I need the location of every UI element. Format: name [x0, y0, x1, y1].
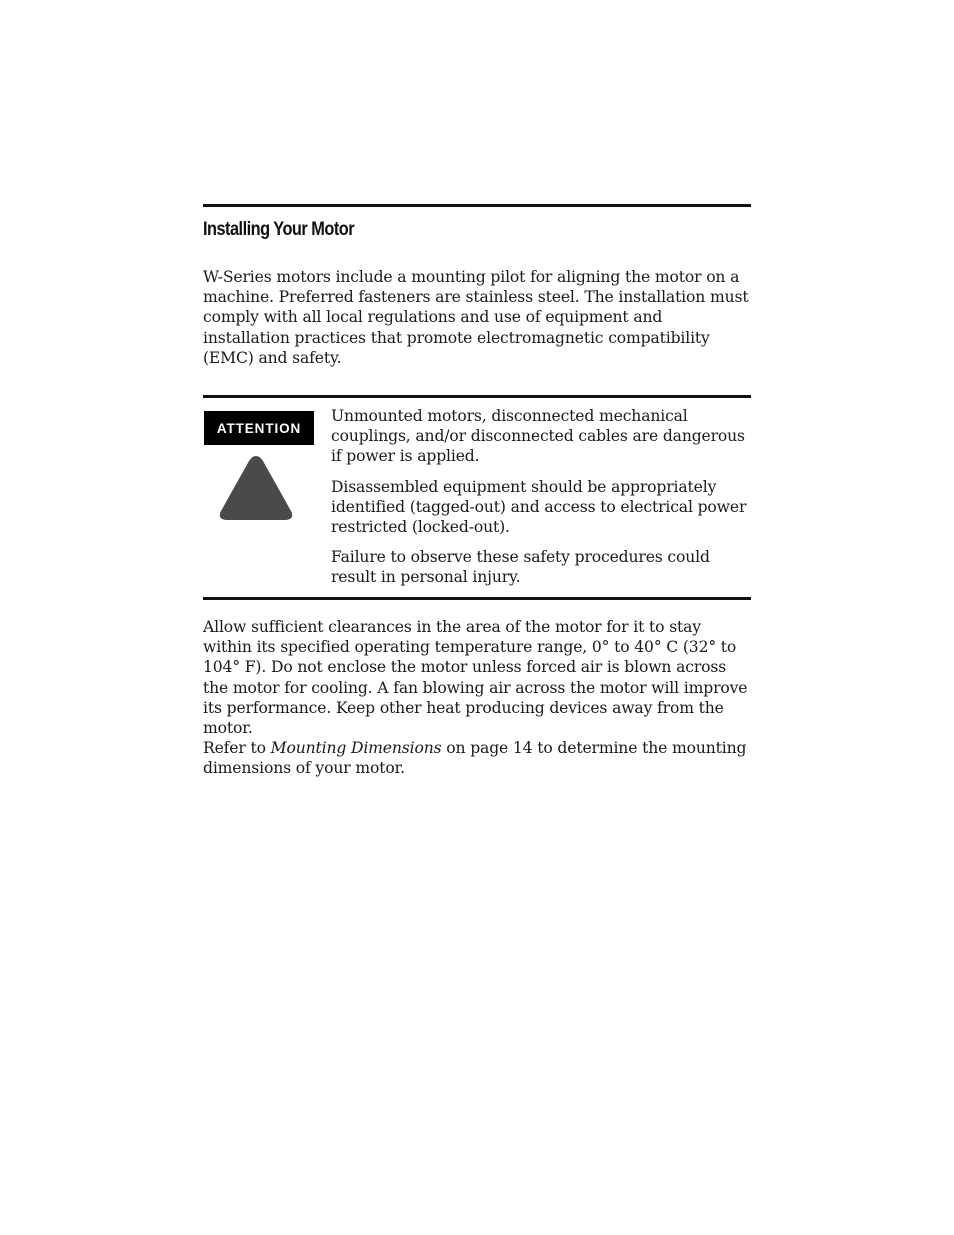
refer-prefix: Refer to: [203, 739, 271, 757]
attention-paragraph: Failure to observe these safety procedures could result in personal injury.: [331, 548, 710, 587]
clearance-paragraph: Allow sufficient clearances in the area of the motor for it to stay within its specified operating temperature range, 0° to 40° C (32° to 104° F). Do not enclose the motor unless forced air is blown across the motor for cooling. A fan blowing air across the motor will improve its performance. Keep other heat producing devices away from the motor.: [203, 618, 748, 738]
section-rule: [203, 204, 751, 207]
intro-paragraph: W-Series motors include a mounting pilot for aligning the motor on a machine. Preferred fasteners are stainless steel. The installation must comply with all local regulations and use of equipment and installation practices that promote electromagnetic compatibility (EMC) and safety.: [203, 268, 749, 367]
warning-triangle-icon: [217, 453, 295, 525]
mounting-dimensions-reference: Mounting Dimensions: [270, 739, 442, 757]
attention-paragraph: Unmounted motors, disconnected mechanical couplings, and/or disconnected cables are dangerous if power is applied.: [331, 407, 745, 466]
refer-suffix: on page 14 to determine the mounting dimensions of your motor.: [203, 739, 747, 778]
section-title: Installing Your Motor: [203, 219, 355, 240]
attention-text: [331, 406, 751, 598]
refer-paragraph: [203, 738, 751, 778]
attention-paragraph: Disassembled equipment should be appropriately identified (tagged-out) and access to electrical power restricted (locked-out).: [331, 477, 747, 537]
attention-box: [203, 395, 751, 600]
attention-label: ATTENTION: [204, 411, 314, 445]
